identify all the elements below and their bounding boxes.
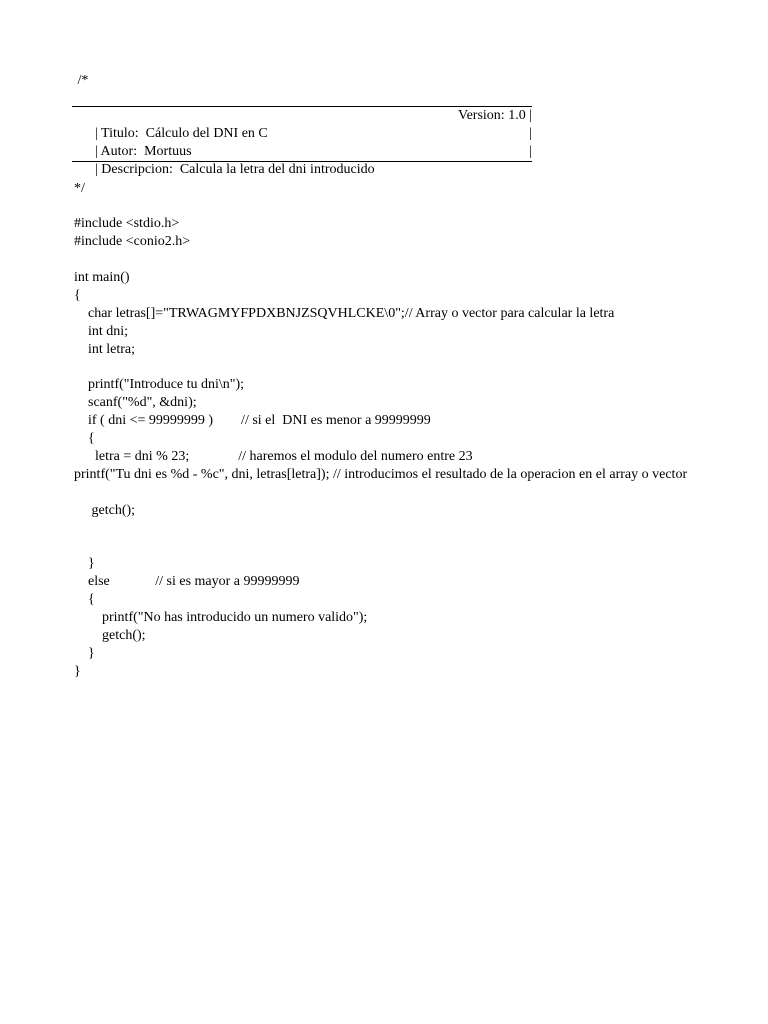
- code-line: {: [74, 592, 95, 607]
- header-box: [72, 106, 532, 177]
- code-line: #include <conio2.h>: [74, 234, 191, 249]
- code-line: scanf("%d", &dni);: [74, 395, 197, 410]
- code-line: }: [74, 646, 95, 661]
- code-line: if ( dni <= 99999999 ) // si el DNI es menor a 99999999: [74, 413, 431, 428]
- header-title: | Titulo: Cálculo del DNI en C: [95, 126, 268, 141]
- code-line-wrapped: printf("Tu dni es %d - %c", dni, letras[letra]); // introducimos el resultado de la operacion en el array o vector: [74, 467, 688, 482]
- code-line: {: [74, 288, 81, 303]
- code-line: printf("Introduce tu dni\n");: [74, 377, 245, 392]
- comment-open: /*: [74, 73, 89, 88]
- comment-close: */: [74, 181, 85, 196]
- code-line: {: [74, 431, 95, 446]
- code-line: letra = dni % 23; // haremos el modulo del numero entre 23: [74, 449, 473, 464]
- code-line: else // si es mayor a 99999999: [74, 574, 300, 589]
- code-line: int main(): [74, 270, 130, 285]
- code-line: char letras[]="TRWAGMYFPDXBNJZSQVHLCKE\0";// Array o vector para calcular la letra: [74, 306, 615, 321]
- code-line: #include <stdio.h>: [74, 216, 180, 231]
- header-title-row: [72, 107, 532, 141]
- code-line: int letra;: [74, 342, 136, 357]
- code-line: }: [74, 556, 95, 571]
- header-author: | Autor: Mortuus: [95, 144, 192, 159]
- header-author-end: |: [529, 126, 532, 141]
- header-description-row: [72, 143, 532, 177]
- header-version: Version: 1.0 |: [458, 108, 532, 123]
- header-description-end: |: [529, 144, 532, 159]
- code-line: printf("No has introducido un numero valido");: [74, 610, 368, 625]
- header-author-row: [72, 125, 532, 159]
- header-description: | Descripcion: Calcula la letra del dni introducido: [95, 162, 375, 177]
- code-line: getch();: [74, 503, 136, 518]
- code-line: getch();: [74, 628, 146, 643]
- code-line: }: [74, 664, 81, 679]
- code-line: int dni;: [74, 324, 129, 339]
